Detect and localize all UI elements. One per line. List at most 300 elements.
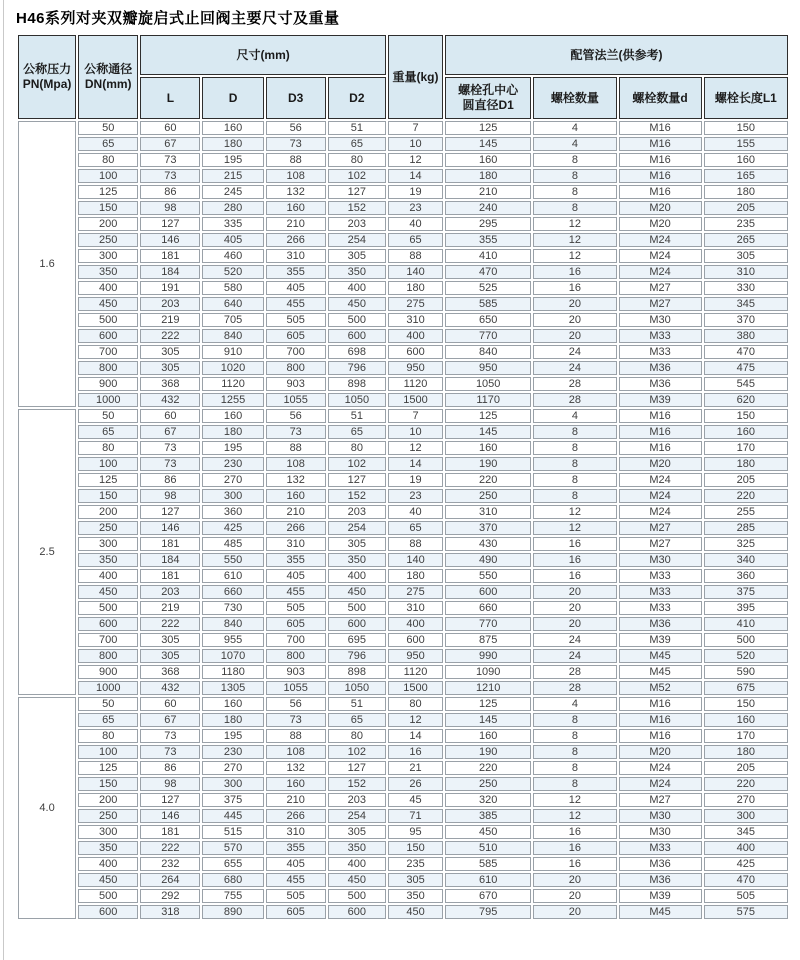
- table-cell: M36: [619, 873, 702, 887]
- table-cell: 8: [533, 777, 616, 791]
- table-cell: 500: [328, 601, 386, 615]
- table-cell: 80: [78, 153, 138, 167]
- table-cell: 355: [266, 841, 326, 855]
- table-cell: 680: [202, 873, 263, 887]
- table-cell: 180: [704, 185, 788, 199]
- table-cell: 450: [328, 873, 386, 887]
- table-cell: 219: [140, 601, 200, 615]
- table-cell: 395: [704, 601, 788, 615]
- table-cell: 12: [533, 809, 616, 823]
- table-cell: 60: [140, 697, 200, 711]
- table-cell: 500: [328, 889, 386, 903]
- table-cell: 485: [202, 537, 263, 551]
- table-cell: 250: [445, 489, 531, 503]
- table-cell: 71: [388, 809, 443, 823]
- table-cell: 86: [140, 185, 200, 199]
- table-cell: 360: [704, 569, 788, 583]
- table-cell: 203: [328, 217, 386, 231]
- table-cell: 170: [704, 441, 788, 455]
- table-cell: 335: [202, 217, 263, 231]
- table-cell: M24: [619, 489, 702, 503]
- table-cell: 24: [533, 649, 616, 663]
- table-cell: 250: [78, 809, 138, 823]
- table-cell: 4: [533, 137, 616, 151]
- table-cell: 102: [328, 457, 386, 471]
- table-cell: 405: [266, 569, 326, 583]
- table-cell: 470: [704, 873, 788, 887]
- table-cell: M39: [619, 889, 702, 903]
- table-cell: 7: [388, 409, 443, 423]
- page-title: H46系列对夹双瓣旋启式止回阀主要尺寸及重量: [16, 10, 340, 27]
- table-cell: 505: [266, 313, 326, 327]
- table-cell: 165: [704, 169, 788, 183]
- table-cell: M30: [619, 553, 702, 567]
- table-cell: 425: [202, 521, 263, 535]
- table-cell: 180: [202, 137, 263, 151]
- table-cell: 1500: [388, 393, 443, 407]
- table-cell: 51: [328, 697, 386, 711]
- table-cell: 250: [78, 233, 138, 247]
- table-cell: M33: [619, 601, 702, 615]
- table-cell: M36: [619, 617, 702, 631]
- table-cell: M33: [619, 585, 702, 599]
- table-row: [18, 409, 788, 423]
- table-cell: 264: [140, 873, 200, 887]
- table-cell: 266: [266, 233, 326, 247]
- table-cell: 125: [78, 761, 138, 775]
- table-cell: 605: [266, 617, 326, 631]
- table-cell: 65: [78, 137, 138, 151]
- table-cell: 255: [704, 505, 788, 519]
- table-cell: 580: [202, 281, 263, 295]
- table-cell: 610: [445, 873, 531, 887]
- table-cell: 368: [140, 665, 200, 679]
- table-cell: 180: [388, 281, 443, 295]
- table-cell: 73: [140, 457, 200, 471]
- table-cell: M39: [619, 633, 702, 647]
- table-cell: 180: [445, 169, 531, 183]
- table-cell: 300: [202, 777, 263, 791]
- table-cell: 200: [78, 793, 138, 807]
- table-cell: 1120: [388, 377, 443, 391]
- table-cell: 1210: [445, 681, 531, 695]
- table-row: [18, 281, 788, 295]
- table-cell: 80: [388, 697, 443, 711]
- table-cell: 280: [202, 201, 263, 215]
- col-header-bolt-length: 螺栓长度L1: [704, 77, 788, 119]
- table-cell: 155: [704, 137, 788, 151]
- pn-group-cell: 1.6: [18, 121, 76, 407]
- table-cell: 300: [704, 809, 788, 823]
- table-cell: 875: [445, 633, 531, 647]
- table-cell: 270: [202, 473, 263, 487]
- table-cell: 127: [140, 217, 200, 231]
- table-cell: 4: [533, 697, 616, 711]
- table-cell: 1170: [445, 393, 531, 407]
- table-cell: 432: [140, 681, 200, 695]
- table-cell: 67: [140, 425, 200, 439]
- table-cell: 470: [445, 265, 531, 279]
- table-cell: M20: [619, 457, 702, 471]
- table-cell: 12: [533, 233, 616, 247]
- table-cell: 12: [533, 521, 616, 535]
- table-row: [18, 185, 788, 199]
- col-header-pressure-line1: 公称压力: [23, 62, 72, 76]
- table-cell: M45: [619, 905, 702, 919]
- table-cell: 80: [328, 153, 386, 167]
- table-cell: 310: [266, 825, 326, 839]
- table-row: [18, 633, 788, 647]
- table-cell: 8: [533, 169, 616, 183]
- table-cell: 450: [78, 585, 138, 599]
- table-cell: 590: [704, 665, 788, 679]
- table-cell: 16: [533, 857, 616, 871]
- table-cell: 160: [445, 729, 531, 743]
- table-cell: 400: [328, 569, 386, 583]
- col-header-D2: D2: [328, 77, 386, 119]
- table-cell: 840: [202, 617, 263, 631]
- table-cell: 102: [328, 169, 386, 183]
- table-cell: 160: [704, 153, 788, 167]
- table-cell: 203: [140, 585, 200, 599]
- table-row: [18, 201, 788, 215]
- table-cell: 1050: [445, 377, 531, 391]
- table-cell: 203: [328, 505, 386, 519]
- table-cell: 600: [445, 585, 531, 599]
- table-cell: 16: [533, 281, 616, 295]
- table-cell: 50: [78, 697, 138, 711]
- table-row: [18, 729, 788, 743]
- table-cell: 80: [78, 729, 138, 743]
- table-body: [18, 121, 788, 919]
- table-cell: 250: [78, 521, 138, 535]
- table-cell: M36: [619, 377, 702, 391]
- table-cell: 455: [266, 297, 326, 311]
- table-cell: 300: [78, 825, 138, 839]
- table-cell: 205: [704, 761, 788, 775]
- table-cell: 195: [202, 441, 263, 455]
- table-cell: 8: [533, 473, 616, 487]
- table-cell: 4: [533, 121, 616, 135]
- table-cell: M16: [619, 697, 702, 711]
- table-cell: 660: [202, 585, 263, 599]
- table-cell: 67: [140, 713, 200, 727]
- table-cell: 305: [140, 649, 200, 663]
- table-cell: 222: [140, 329, 200, 343]
- table-cell: 350: [388, 889, 443, 903]
- table-cell: 1090: [445, 665, 531, 679]
- table-cell: 45: [388, 793, 443, 807]
- table-cell: 12: [533, 793, 616, 807]
- table-cell: 600: [78, 617, 138, 631]
- table-cell: 180: [388, 569, 443, 583]
- table-cell: 370: [445, 521, 531, 535]
- table-cell: 7: [388, 121, 443, 135]
- table-cell: 900: [78, 665, 138, 679]
- table-cell: 505: [266, 889, 326, 903]
- table-cell: 585: [445, 297, 531, 311]
- table-cell: 450: [328, 297, 386, 311]
- table-cell: 254: [328, 233, 386, 247]
- table-cell: 500: [704, 633, 788, 647]
- table-cell: 73: [140, 169, 200, 183]
- table-cell: 50: [78, 121, 138, 135]
- table-cell: M24: [619, 265, 702, 279]
- table-cell: M16: [619, 153, 702, 167]
- table-cell: M16: [619, 137, 702, 151]
- table-cell: 65: [328, 713, 386, 727]
- table-cell: 350: [78, 265, 138, 279]
- spec-table: [16, 33, 790, 921]
- table-cell: 10: [388, 425, 443, 439]
- table-row: [18, 809, 788, 823]
- table-cell: M20: [619, 217, 702, 231]
- table-cell: 65: [388, 233, 443, 247]
- table-row: [18, 169, 788, 183]
- table-cell: 425: [704, 857, 788, 871]
- table-cell: 65: [388, 521, 443, 535]
- table-cell: 400: [78, 281, 138, 295]
- table-cell: 310: [388, 601, 443, 615]
- table-cell: 56: [266, 409, 326, 423]
- table-row: [18, 425, 788, 439]
- table-cell: 450: [388, 905, 443, 919]
- table-cell: 950: [445, 361, 531, 375]
- table-cell: 1055: [266, 393, 326, 407]
- table-cell: 1000: [78, 393, 138, 407]
- table-cell: 545: [704, 377, 788, 391]
- table-cell: 355: [266, 553, 326, 567]
- table-cell: 360: [202, 505, 263, 519]
- table-row: [18, 601, 788, 615]
- table-cell: 12: [388, 713, 443, 727]
- table-cell: 152: [328, 777, 386, 791]
- table-cell: 400: [388, 617, 443, 631]
- table-cell: 16: [533, 569, 616, 583]
- table-cell: 305: [388, 873, 443, 887]
- table-row: [18, 793, 788, 807]
- table-cell: 240: [445, 201, 531, 215]
- table-cell: 56: [266, 697, 326, 711]
- table-cell: 191: [140, 281, 200, 295]
- table-cell: 950: [388, 649, 443, 663]
- table-cell: 8: [533, 713, 616, 727]
- table-cell: 181: [140, 825, 200, 839]
- table-cell: 350: [328, 841, 386, 855]
- table-cell: 180: [202, 425, 263, 439]
- table-cell: 250: [445, 777, 531, 791]
- table-cell: 730: [202, 601, 263, 615]
- table-cell: 385: [445, 809, 531, 823]
- table-cell: 265: [704, 233, 788, 247]
- table-cell: M16: [619, 441, 702, 455]
- table-cell: 230: [202, 457, 263, 471]
- table-cell: M24: [619, 505, 702, 519]
- col-header-L: L: [140, 77, 200, 119]
- table-cell: 203: [140, 297, 200, 311]
- table-cell: 1050: [328, 681, 386, 695]
- table-cell: 12: [533, 249, 616, 263]
- table-cell: 245: [202, 185, 263, 199]
- table-cell: M16: [619, 169, 702, 183]
- table-cell: 320: [445, 793, 531, 807]
- table-row: [18, 665, 788, 679]
- table-cell: 73: [266, 137, 326, 151]
- table-cell: 800: [266, 649, 326, 663]
- table-cell: 65: [328, 425, 386, 439]
- table-cell: 16: [388, 745, 443, 759]
- table-cell: 210: [445, 185, 531, 199]
- table-cell: 310: [445, 505, 531, 519]
- table-cell: 19: [388, 185, 443, 199]
- table-cell: 8: [533, 201, 616, 215]
- table-row: [18, 873, 788, 887]
- table-cell: 146: [140, 233, 200, 247]
- table-cell: 14: [388, 729, 443, 743]
- col-header-bolt-circle-d1-line2: 圆直径D1: [462, 98, 514, 112]
- table-cell: 67: [140, 137, 200, 151]
- table-cell: 8: [533, 745, 616, 759]
- table-cell: 20: [533, 329, 616, 343]
- table-cell: 570: [202, 841, 263, 855]
- table-cell: 305: [328, 537, 386, 551]
- table-cell: 705: [202, 313, 263, 327]
- table-cell: 903: [266, 665, 326, 679]
- table-cell: 80: [328, 729, 386, 743]
- table-cell: 205: [704, 473, 788, 487]
- table-cell: 232: [140, 857, 200, 871]
- table-cell: 215: [202, 169, 263, 183]
- table-cell: 800: [78, 649, 138, 663]
- table-cell: 640: [202, 297, 263, 311]
- table-cell: M33: [619, 569, 702, 583]
- table-cell: 500: [78, 313, 138, 327]
- table-row: [18, 777, 788, 791]
- table-cell: 405: [202, 233, 263, 247]
- table-cell: 460: [202, 249, 263, 263]
- table-cell: 98: [140, 201, 200, 215]
- table-cell: 181: [140, 569, 200, 583]
- table-cell: 205: [704, 201, 788, 215]
- table-cell: 755: [202, 889, 263, 903]
- table-row: [18, 521, 788, 535]
- table-cell: 698: [328, 345, 386, 359]
- col-header-bolt-size: 螺栓数量d: [619, 77, 702, 119]
- col-header-D3: D3: [266, 77, 326, 119]
- table-cell: 990: [445, 649, 531, 663]
- table-cell: 500: [78, 889, 138, 903]
- table-cell: 475: [704, 361, 788, 375]
- table-cell: 108: [266, 745, 326, 759]
- table-cell: 525: [445, 281, 531, 295]
- table-cell: 505: [704, 889, 788, 903]
- table-row: [18, 825, 788, 839]
- table-cell: 600: [388, 633, 443, 647]
- table-cell: 150: [388, 841, 443, 855]
- table-row: [18, 441, 788, 455]
- table-cell: 140: [388, 553, 443, 567]
- table-cell: 520: [202, 265, 263, 279]
- table-cell: 510: [445, 841, 531, 855]
- table-cell: 73: [140, 729, 200, 743]
- table-cell: 585: [445, 857, 531, 871]
- table-cell: 160: [445, 441, 531, 455]
- col-header-diameter-line2: DN(mm): [84, 77, 132, 91]
- table-cell: 200: [78, 505, 138, 519]
- table-cell: 400: [78, 857, 138, 871]
- table-cell: 700: [78, 345, 138, 359]
- table-cell: 445: [202, 809, 263, 823]
- table-cell: 12: [388, 153, 443, 167]
- table-cell: 190: [445, 457, 531, 471]
- table-cell: 146: [140, 809, 200, 823]
- table-cell: M27: [619, 521, 702, 535]
- table-cell: 285: [704, 521, 788, 535]
- table-cell: 170: [704, 729, 788, 743]
- table-cell: 910: [202, 345, 263, 359]
- table-cell: 300: [202, 489, 263, 503]
- table-cell: 350: [78, 553, 138, 567]
- table-cell: 450: [78, 873, 138, 887]
- table-cell: 28: [533, 393, 616, 407]
- table-cell: 102: [328, 745, 386, 759]
- table-cell: 210: [266, 217, 326, 231]
- table-row: [18, 617, 788, 631]
- table-cell: 600: [328, 329, 386, 343]
- table-cell: 160: [266, 201, 326, 215]
- table-cell: 160: [202, 409, 263, 423]
- col-header-bolt-circle-d1-line1: 螺栓孔中心: [458, 83, 519, 97]
- table-cell: M27: [619, 297, 702, 311]
- table-cell: 375: [704, 585, 788, 599]
- table-cell: 1050: [328, 393, 386, 407]
- table-cell: 903: [266, 377, 326, 391]
- table-cell: 550: [445, 569, 531, 583]
- table-cell: 796: [328, 649, 386, 663]
- table-cell: 125: [78, 473, 138, 487]
- table-cell: M27: [619, 537, 702, 551]
- table-cell: 145: [445, 137, 531, 151]
- table-cell: 345: [704, 297, 788, 311]
- table-cell: 20: [533, 889, 616, 903]
- table-cell: 220: [704, 777, 788, 791]
- table-cell: 400: [704, 841, 788, 855]
- table-cell: 100: [78, 457, 138, 471]
- table-cell: 195: [202, 153, 263, 167]
- table-cell: 180: [202, 713, 263, 727]
- table-cell: 50: [78, 409, 138, 423]
- col-header-diameter: [78, 35, 138, 119]
- table-cell: 840: [202, 329, 263, 343]
- table-cell: 150: [704, 697, 788, 711]
- table-cell: 150: [704, 121, 788, 135]
- table-cell: 20: [533, 601, 616, 615]
- table-cell: 400: [328, 857, 386, 871]
- table-cell: 655: [202, 857, 263, 871]
- table-cell: M20: [619, 201, 702, 215]
- table-cell: 12: [533, 505, 616, 519]
- table-cell: 12: [388, 441, 443, 455]
- table-cell: 12: [533, 217, 616, 231]
- table-cell: 600: [328, 905, 386, 919]
- table-cell: 400: [78, 569, 138, 583]
- table-cell: M16: [619, 121, 702, 135]
- table-cell: 86: [140, 473, 200, 487]
- table-cell: M16: [619, 409, 702, 423]
- table-cell: 86: [140, 761, 200, 775]
- table-row: [18, 649, 788, 663]
- table-cell: 620: [704, 393, 788, 407]
